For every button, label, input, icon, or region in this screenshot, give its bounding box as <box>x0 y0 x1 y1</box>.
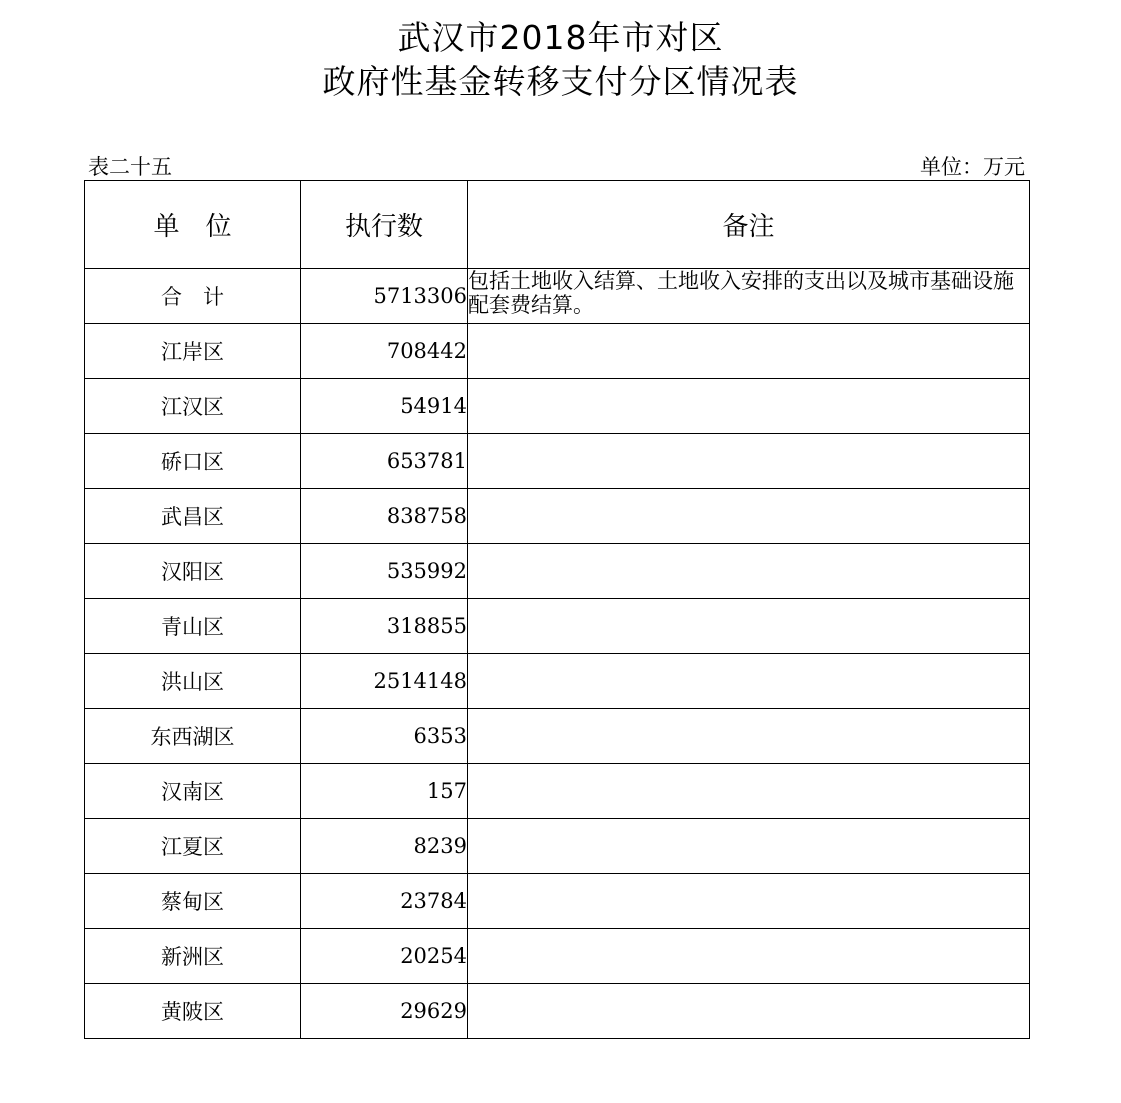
cell-unit: 东西湖区 <box>85 709 301 764</box>
transfer-payment-table <box>84 180 1030 1039</box>
cell-unit: 蔡甸区 <box>85 874 301 929</box>
cell-value: 54914 <box>301 379 468 434</box>
cell-unit: 江汉区 <box>85 379 301 434</box>
table-row <box>85 874 1030 929</box>
cell-value: 318855 <box>301 599 468 654</box>
table-row <box>85 379 1030 434</box>
cell-unit: 硚口区 <box>85 434 301 489</box>
header-unit: 单 位 <box>85 181 301 269</box>
cell-note <box>468 599 1030 654</box>
cell-note <box>468 324 1030 379</box>
table-row <box>85 599 1030 654</box>
header-value: 执行数 <box>301 181 468 269</box>
cell-note <box>468 819 1030 874</box>
table-row <box>85 929 1030 984</box>
cell-value: 23784 <box>301 874 468 929</box>
cell-unit: 江岸区 <box>85 324 301 379</box>
table-row <box>85 324 1030 379</box>
cell-note <box>468 709 1030 764</box>
table-row <box>85 819 1030 874</box>
cell-unit: 武昌区 <box>85 489 301 544</box>
cell-value: 29629 <box>301 984 468 1039</box>
table-row <box>85 654 1030 709</box>
cell-note <box>468 764 1030 819</box>
cell-unit: 青山区 <box>85 599 301 654</box>
cell-unit: 江夏区 <box>85 819 301 874</box>
cell-unit: 汉阳区 <box>85 544 301 599</box>
page-title-line-1: 武汉市2018年市对区 <box>397 18 724 57</box>
table-row <box>85 709 1030 764</box>
table-row <box>85 434 1030 489</box>
cell-unit: 合 计 <box>85 269 301 324</box>
table-number-label: 表二十五 <box>88 155 172 179</box>
table-header-row <box>85 181 1030 269</box>
header-note: 备注 <box>468 181 1030 269</box>
cell-value: 535992 <box>301 544 468 599</box>
cell-value: 708442 <box>301 324 468 379</box>
cell-value: 2514148 <box>301 654 468 709</box>
cell-value: 838758 <box>301 489 468 544</box>
cell-unit: 洪山区 <box>85 654 301 709</box>
table-row <box>85 544 1030 599</box>
table-row <box>85 489 1030 544</box>
table-row-total <box>85 269 1030 324</box>
cell-note <box>468 379 1030 434</box>
table-row <box>85 984 1030 1039</box>
cell-note <box>468 929 1030 984</box>
cell-unit: 黄陂区 <box>85 984 301 1039</box>
page-title-line-2: 政府性基金转移支付分区情况表 <box>322 62 799 101</box>
cell-unit: 新洲区 <box>85 929 301 984</box>
cell-note <box>468 489 1030 544</box>
cell-note <box>468 434 1030 489</box>
cell-value: 157 <box>301 764 468 819</box>
table-row <box>85 764 1030 819</box>
cell-value: 653781 <box>301 434 468 489</box>
cell-note <box>468 544 1030 599</box>
cell-value: 5713306 <box>301 269 468 324</box>
unit-label: 单位：万元 <box>920 155 1025 179</box>
cell-value: 20254 <box>301 929 468 984</box>
cell-value: 6353 <box>301 709 468 764</box>
cell-note: 包括土地收入结算、土地收入安排的支出以及城市基础设施配套费结算。 <box>468 269 1030 324</box>
cell-unit: 汉南区 <box>85 764 301 819</box>
cell-value: 8239 <box>301 819 468 874</box>
cell-note <box>468 984 1030 1039</box>
cell-note <box>468 874 1030 929</box>
cell-note <box>468 654 1030 709</box>
